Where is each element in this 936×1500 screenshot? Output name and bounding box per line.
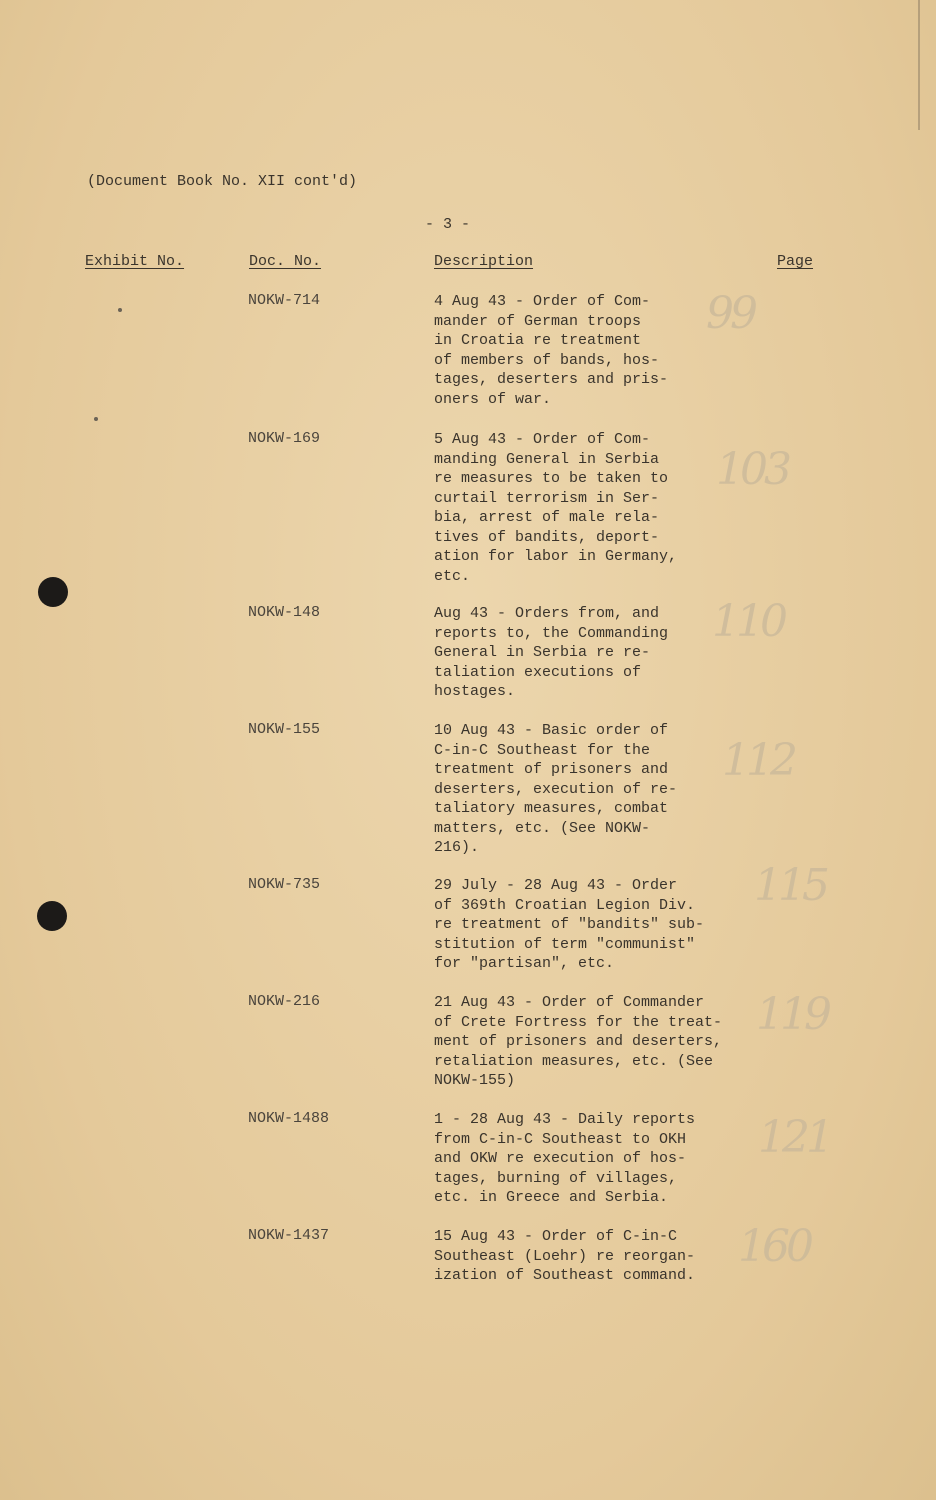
description-text: 15 Aug 43 - Order of C-in-C Southeast (Loehr) re reorgan- ization of Southeast command. <box>434 1228 696 1284</box>
column-header-exhibit: Exhibit No. <box>85 253 185 270</box>
page-handwritten: 110 <box>712 596 784 647</box>
description-text: 10 Aug 43 - Basic order of C-in-C Southeast for the treatment of prisoners and deserters, execution of re- taliatory measures, combat matters, etc. (See NOKW- 216). <box>434 722 678 856</box>
column-header-page: Page <box>777 253 814 270</box>
column-header-doc: Doc. No. <box>249 253 322 270</box>
doc-number: NOKW-216 <box>248 993 321 1010</box>
speck <box>118 308 122 312</box>
page-handwritten: 103 <box>716 444 788 495</box>
doc-number: NOKW-735 <box>248 876 321 893</box>
doc-number: NOKW-169 <box>248 430 321 447</box>
doc-number: NOKW-155 <box>248 721 321 738</box>
description-text: 5 Aug 43 - Order of Com- manding General in Serbia re measures to be taken to curtail terrorism in Ser- bia, arrest of male rela- tives of bandits, deport- ation for labor in Germany, etc. <box>434 431 678 585</box>
doc-number: NOKW-1488 <box>248 1110 330 1127</box>
page-handwritten: 112 <box>722 735 794 786</box>
doc-number: NOKW-1437 <box>248 1227 330 1244</box>
page-fold-mark <box>918 0 920 130</box>
description-text: 1 - 28 Aug 43 - Daily reports from C-in-C Southeast to OKH and OKW re execution of hos- tages, burning of villages, etc. in Greece and Serbia. <box>434 1111 696 1206</box>
description-text: Aug 43 - Orders from, and reports to, the Commanding General in Serbia re re- taliation executions of hostages. <box>434 605 669 700</box>
description-text: 29 July - 28 Aug 43 - Order of 369th Croatian Legion Div. re treatment of "bandits" sub- stitution of term "communist" for "partisan", etc. <box>434 877 705 972</box>
page-handwritten: 99 <box>706 288 754 339</box>
doc-number: NOKW-148 <box>248 604 321 621</box>
column-header-description: Description <box>434 253 534 270</box>
document-header: (Document Book No. XII cont'd) <box>87 173 358 190</box>
page-number: - 3 - <box>425 216 471 233</box>
punch-hole-icon <box>37 901 67 931</box>
doc-number: NOKW-714 <box>248 292 321 309</box>
page-handwritten: 119 <box>756 989 828 1040</box>
page-handwritten: 121 <box>758 1112 830 1163</box>
page-handwritten: 160 <box>738 1221 810 1272</box>
speck <box>94 417 98 421</box>
punch-hole-icon <box>38 577 68 607</box>
description-text: 4 Aug 43 - Order of Com- mander of German troops in Croatia re treatment of members of bands, hos- tages, deserters and pris- oners of war. <box>434 293 669 408</box>
description-text: 21 Aug 43 - Order of Commander of Crete Fortress for the treat- ment of prisoners and deserters, retaliation measures, etc. (See NOKW-155) <box>434 994 723 1089</box>
page-handwritten: 115 <box>754 860 826 911</box>
